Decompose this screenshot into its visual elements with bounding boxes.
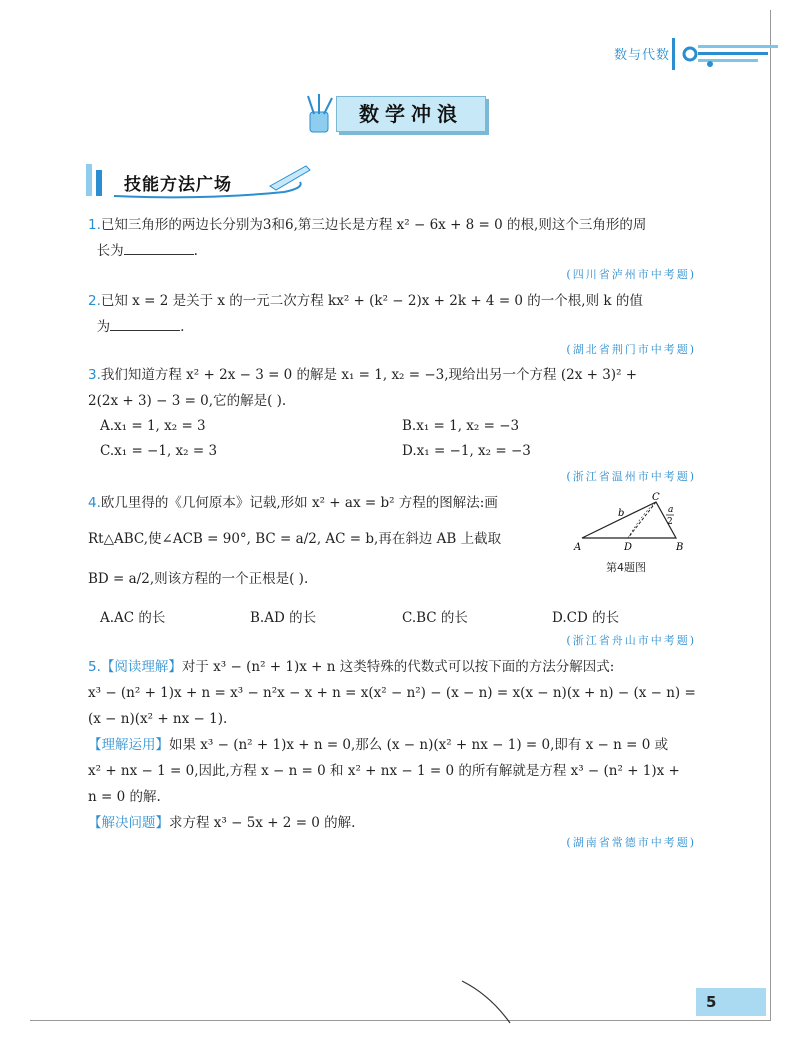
q5-line4: 如果 x³ − (n² + 1)x + n = 0,那么 (x − n)(x² + nx − 1) = 0,即有 x − n = 0 或 <box>169 737 669 753</box>
q5-line3: (x − n)(x² + nx − 1). <box>88 711 228 727</box>
question-4 <box>88 490 568 516</box>
question-source: (湖北省荆门市中考题) <box>566 343 696 356</box>
answer-blank[interactable] <box>110 316 180 331</box>
banner <box>300 92 490 136</box>
tag-apply: 【理解运用】 <box>88 737 169 753</box>
pencil-stroke-mark <box>460 975 520 1025</box>
label-a: a <box>668 505 674 515</box>
question-text-cont: 长为 <box>96 243 124 259</box>
option-d[interactable]: D.x₁ = −1, x₂ = −3 <box>402 443 531 459</box>
question-4-line3: BD = a/2,则该方程的一个正根是( ). <box>88 571 309 587</box>
question-number: 5. <box>88 659 101 675</box>
label-D: D <box>624 542 633 553</box>
option-b[interactable]: B.AD 的长 <box>250 610 317 626</box>
banner-box <box>336 96 486 132</box>
q5-line7: 求方程 x³ − 5x + 2 = 0 的解. <box>169 815 356 831</box>
question-1 <box>88 212 698 264</box>
q5-line2: x³ − (n² + 1)x + n = x³ − n²x − x + n = x(x² − n²) − (x − n) = x(x − n)(x + n) − (x − n) = <box>88 685 696 701</box>
option-a[interactable]: A.AC 的长 <box>100 610 166 626</box>
question-text: 已知三角形的两边长分别为3和6,第三边长是方程 x² − 6x + 8 = 0 的根,则这个三角形的周 <box>100 217 647 233</box>
figure-caption: 第4题图 <box>606 561 646 574</box>
q5-line6: n = 0 的解. <box>88 789 161 805</box>
question-source: (浙江省舟山市中考题) <box>566 634 696 647</box>
label-B: B <box>676 542 684 553</box>
option-c[interactable]: C.BC 的长 <box>402 610 468 626</box>
header-section-label: 数与代数 <box>613 48 670 63</box>
label-C: C <box>652 492 660 503</box>
question-text: 我们知道方程 x² + 2x − 3 = 0 的解是 x₁ = 1, x₂ = −3,现给出另一个方程 (2x + 3)² + <box>100 367 638 383</box>
label-two: 2 <box>667 517 673 527</box>
stationery-icon <box>300 92 340 136</box>
question-4-line2: Rt△ABC,使∠ACB = 90°, BC = a/2, AC = b,再在斜边 AB 上截取 <box>88 531 502 547</box>
question-5 <box>88 654 698 836</box>
question-number: 2. <box>88 293 101 309</box>
question-text-end: . <box>193 243 198 259</box>
label-A: A <box>574 542 582 553</box>
question-number: 3. <box>88 367 101 383</box>
question-text-cont: 为 <box>96 319 111 335</box>
question-number: 4. <box>88 495 101 511</box>
banner-title: 数学冲浪 <box>359 102 463 126</box>
question-source: (浙江省温州市中考题) <box>566 470 696 483</box>
option-c[interactable]: C.x₁ = −1, x₂ = 3 <box>100 443 218 459</box>
question-text-cont: 2(2x + 3) − 3 = 0,它的解是( ). <box>88 393 287 409</box>
question-source: (四川省泸州市中考题) <box>566 268 696 281</box>
section-heading <box>84 160 324 204</box>
section-title: 技能方法广场 <box>124 175 232 195</box>
tag-solve: 【解决问题】 <box>88 815 169 831</box>
q5-line5: x² + nx − 1 = 0,因此,方程 x − n = 0 和 x² + nx − 1 = 0 的所有解就是方程 x³ − (n² + 1)x + <box>88 763 680 779</box>
option-a[interactable]: A.x₁ = 1, x₂ = 3 <box>100 418 206 434</box>
question-2 <box>88 288 698 340</box>
q5-line1: 对于 x³ − (n² + 1)x + n 这类特殊的代数式可以按下面的方法分解因式: <box>181 659 615 675</box>
label-b: b <box>618 508 625 519</box>
question-text: 已知 x = 2 是关于 x 的一元二次方程 kx² + (k² − 2)x + 2k + 4 = 0 的一个根,则 k 的值 <box>100 293 643 309</box>
question-text: 欧几里得的《几何原本》记载,形如 x² + ax = b² 方程的图解法:画 <box>100 495 498 511</box>
header-decoration-icon <box>672 34 782 74</box>
question-text-end: . <box>180 319 185 335</box>
question-source: (湖南省常德市中考题) <box>566 836 696 849</box>
tag-reading: 【阅读理解】 <box>100 659 182 675</box>
option-d[interactable]: D.CD 的长 <box>552 610 620 626</box>
answer-blank[interactable] <box>124 240 194 255</box>
question-number: 1. <box>88 217 101 233</box>
question-3 <box>88 362 698 414</box>
option-b[interactable]: B.x₁ = 1, x₂ = −3 <box>402 418 520 434</box>
page-number: 5 <box>696 988 766 1016</box>
